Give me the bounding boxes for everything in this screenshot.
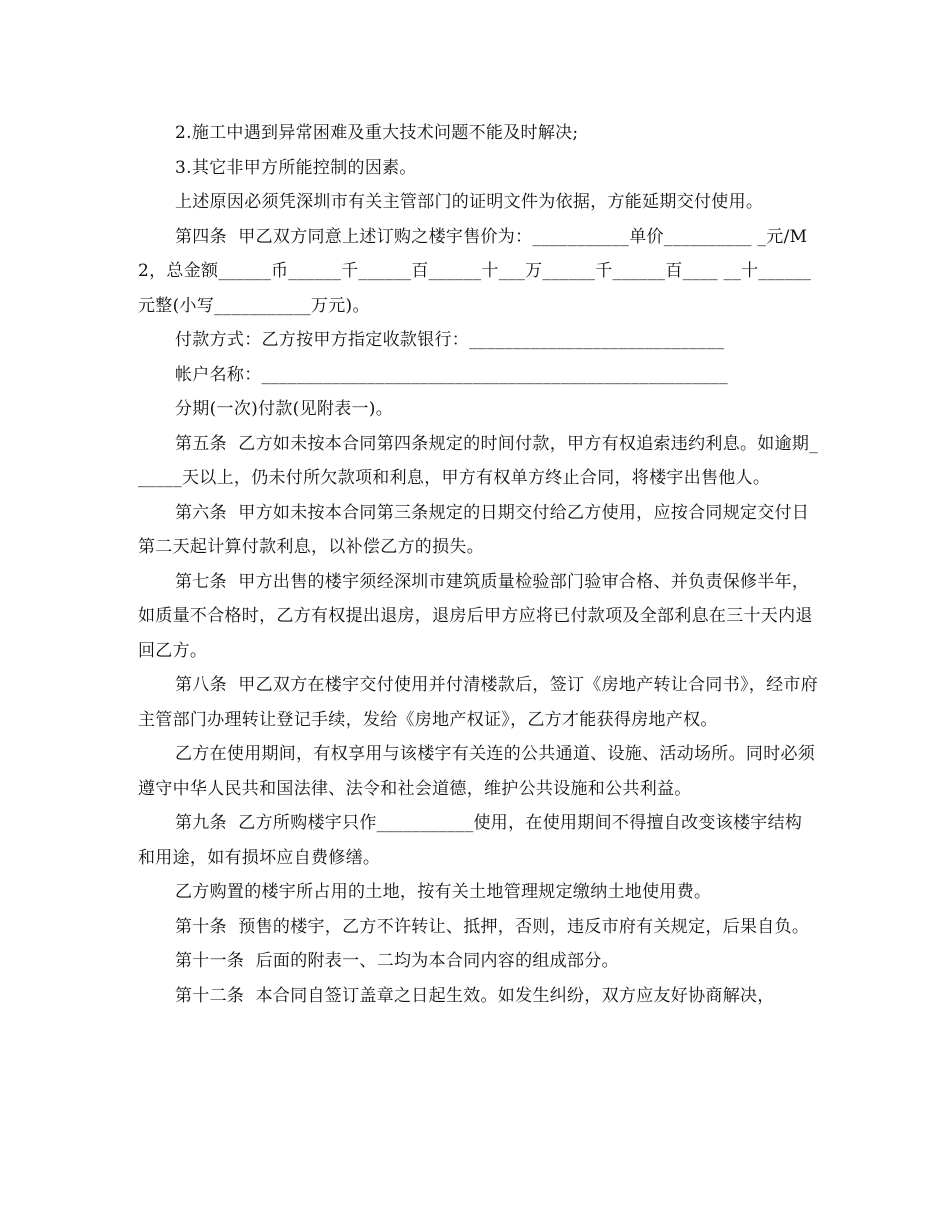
paragraph-article-11: 第十一条 后面的附表一、二均为本合同内容的组成部分。: [175, 951, 619, 971]
paragraph-delay-evidence: 上述原因必须凭深圳市有关主管部门的证明文件为依据，方能延期交付使用。: [175, 192, 764, 212]
paragraph-article-7: 第七条 甲方出售的楼宇须经深圳市建筑质量检验部门验审合格、并负责保修半年，如质量不合格时，乙方有权提出退房，退房后甲方应将已付款项及全部利息在三十天内退回乙方。: [138, 571, 813, 661]
paragraph-article-6: 第六条 甲方如未按本合同第三条规定的日期交付给乙方使用，应按合同规定交付日第二天起计算付款利息，以补偿乙方的损失。: [138, 502, 810, 557]
paragraph-usage-rights: 乙方在使用期间，有权享用与该楼宇有关连的公共通道、设施、活动场所。同时必须遵守中华人民共和国法律、法令和社会道德，维护公共设施和公共利益。: [138, 744, 816, 799]
paragraph-payment-bank: 付款方式：乙方按甲方指定收款银行：_____________________________: [175, 330, 725, 350]
paragraph-article-12: 第十二条 本合同自签订盖章之日起生效。如发生纠纷，双方应友好协商解决，: [175, 985, 775, 1006]
paragraph-account-name: 帐户名称：_____________________________________________________: [175, 364, 728, 385]
paragraph-article-9: 第九条 乙方所购楼宇只作___________使用，在使用期间不得擅自改变该楼宇结构和用途，如有损坏应自费修缮。: [138, 813, 803, 868]
paragraph-article-10: 第十条 预售的楼宇，乙方不许转让、抵押，否则，违反市府有关规定，后果自负。: [175, 916, 810, 937]
paragraph-clause-3: 3.其它非甲方所能控制的因素。: [175, 157, 417, 178]
paragraph-article-5: 第五条 乙方如未按本合同第四条规定的时间付款，甲方有权追索违约利息。如逾期______天以上，仍未付所欠款项和利息，甲方有权单方终止合同，将楼宇出售他人。: [138, 433, 819, 488]
paragraph-installment: 分期(一次)付款(见附表一)。: [175, 399, 394, 419]
paragraph-article-4-price: 第四条 甲乙双方同意上述订购之楼宇售价为：___________单价__________ _元/M2，总金额______币______千______百______十___万______千______百____ __十______元整(小写___________万元)。: [138, 226, 812, 316]
contract-body: [138, 116, 818, 1013]
paragraph-land-fee: 乙方购置的楼宇所占用的土地，按有关土地管理规定缴纳土地使用费。: [175, 882, 712, 902]
paragraph-clause-2: 2.施工中遇到异常困难及重大技术问题不能及时解决;: [175, 123, 579, 143]
paragraph-article-8: 第八条 甲乙双方在楼宇交付使用并付清楼款后，签订《房地产转让合同书》，经市府主管部门办理转让登记手续，发给《房地产权证》，乙方才能获得房地产权。: [138, 675, 819, 730]
